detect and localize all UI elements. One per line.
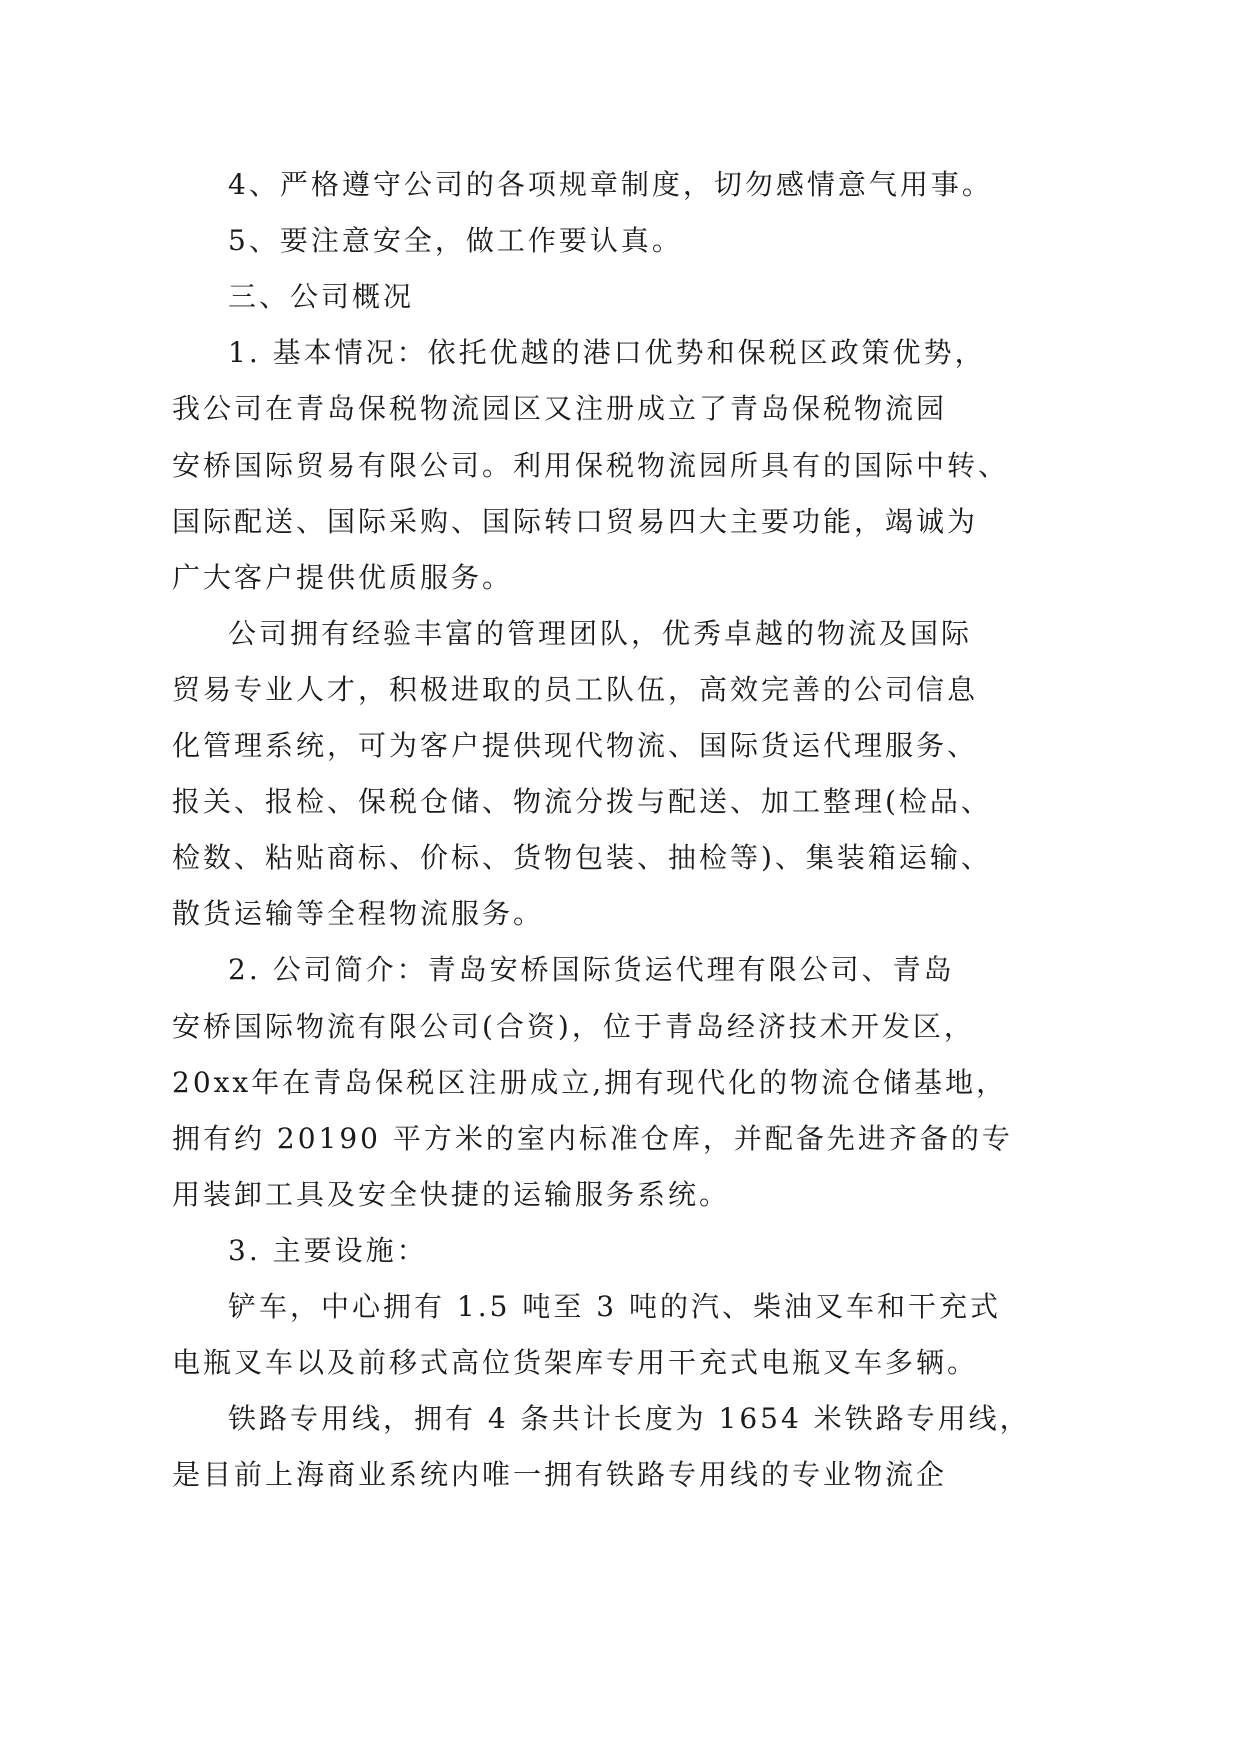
text-line: 3. 主要设施： — [228, 1233, 428, 1267]
text-line: 4、严格遵守公司的各项规章制度，切勿感情意气用事。 — [228, 168, 993, 201]
text-line: 广大客户提供优质服务。 — [172, 560, 514, 594]
text-line: 铲车，中心拥有 1.5 吨至 3 吨的汽、柴油叉车和干充式 — [228, 1290, 1001, 1323]
text-line: 公司拥有经验丰富的管理团队，优秀卓越的物流及国际 — [228, 616, 973, 650]
text-line: 20xx年在青岛保税区注册成立,拥有现代化的物流仓储基地， — [172, 1065, 1008, 1099]
text-line: 我公司在青岛保税物流园区又注册成立了青岛保税物流园 — [172, 392, 948, 426]
text-line: 安桥国际贸易有限公司。利用保税物流园所具有的国际中转、 — [172, 448, 1010, 482]
text-line: 报关、报检、保税仓储、物流分拨与配送、加工整理(检品、 — [172, 785, 992, 819]
text-line: 贸易专业人才，积极进取的员工队伍，高效完善的公司信息 — [172, 672, 979, 706]
text-line: 拥有约 20190 平方米的室内标准仓库，并配备先进齐备的专 — [172, 1121, 1013, 1155]
text-line: 电瓶叉车以及前移式高位货架库专用干充式电瓶叉车多辆。 — [172, 1346, 979, 1380]
text-line: 5、要注意安全，做工作要认真。 — [228, 224, 683, 258]
text-line: 化管理系统，可为客户提供现代物流、国际货运代理服务、 — [172, 729, 979, 762]
text-line: 三、公司概况 — [228, 280, 415, 314]
text-line: 安桥国际物流有限公司(合资)，位于青岛经济技术开发区， — [172, 1009, 975, 1043]
text-line: 国际配送、国际采购、国际转口贸易四大主要功能，竭诚为 — [172, 504, 979, 538]
text-line: 散货运输等全程物流服务。 — [172, 897, 545, 931]
text-line: 铁路专用线，拥有 4 条共计长度为 1654 米铁路专用线， — [228, 1402, 1031, 1436]
text-line: 2. 公司简介：青岛安桥国际货运代理有限公司、青岛 — [228, 953, 955, 987]
text-line: 1. 基本情况：依托优越的港口优势和保税区政策优势， — [228, 336, 986, 370]
text-line: 检数、粘贴商标、价标、货物包装、抽检等)、集装箱运输、 — [172, 841, 992, 875]
text-line: 是目前上海商业系统内唯一拥有铁路专用线的专业物流企 — [172, 1458, 948, 1492]
text-line: 用装卸工具及安全快捷的运输服务系统。 — [172, 1177, 731, 1211]
